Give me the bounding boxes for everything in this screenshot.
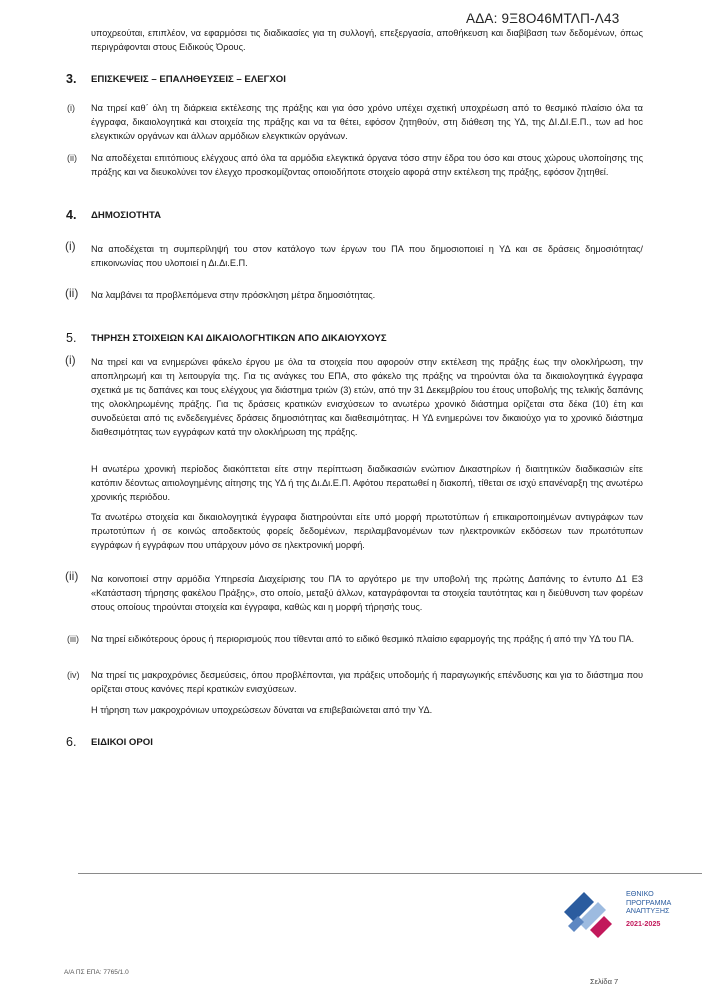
item-marker: (i)	[65, 239, 76, 253]
item-text: Να αποδέχεται επιτόπιους ελέγχους από όλα τα αρμόδια ελεγκτικά όργανα τόσο στην έδρα του όσο και στους χώρους υλοποίησης της πράξης και να διευκολύνει τον έλεγχο προσκομίζοντας οποιοδήποτε στοιχείο αφορά στην εκτέλεση της πράξης, εφόσον ζητηθεί.	[91, 153, 643, 177]
logo-line: ΑΝΑΠΤΥΞΗΣ	[626, 906, 670, 916]
item-continuation: Η ανωτέρω χρονική περίοδος διακόπτεται είτε στην περίπτωση διαδικασιών ενώπιον Δικαστηρίων ή διαιτητικών διαδικασιών είτε κατόπιν δέοντως αιτιολογημένης αίτησης της ΥΔ ή της Δι.Δι.Ε.Π. Αφότου περατωθεί η διακοπή, τίθεται σε ισχύ επανέναρξη της ανωτέρω χρονικής περιόδου.	[91, 464, 643, 502]
item-text: Να αποδέχεται τη συμπερίληψή του στον κατάλογο των έργων του ΠΑ που δημοσιοποιεί η ΥΔ και σε δράσεις δημοσιότητας/επικοινωνίας που υλοποιεί η Δι.Δι.Ε.Π.	[91, 244, 643, 268]
section-title: ΤΗΡΗΣΗ ΣΤΟΙΧΕΙΩΝ ΚΑΙ ΔΙΚΑΙΟΛΟΓΗΤΙΚΩΝ ΑΠΟ ΔΙΚΑΙΟΥΧΟΥΣ	[91, 333, 387, 344]
item-marker: (ii)	[65, 569, 79, 583]
section-number: 4.	[66, 208, 77, 222]
logo-years: 2021-2025	[626, 918, 661, 928]
item-continuation: Τα ανωτέρω στοιχεία και δικαιολογητικά έγγραφα διατηρούνται είτε υπό μορφή πρωτοτύπων ή επικαιροποιημένων αντιγράφων των πρωτοτύπων ή σε κοινώς αποδεκτούς φορείς δεδομένων, περιλαμβανομένων των ηλεκτρονικών εκδόσεων των πρωτότυπων εγγράφων ή εγγράφων που υπάρχουν μόνο σε ηλεκτρονική μορφή.	[91, 512, 643, 550]
item-text: Να τηρεί τις μακροχρόνιες δεσμεύσεις, όπου προβλέπονται, για πράξεις υποδομής ή παραγωγικής επένδυσης και για το διάστημα που ορίζεται στους κανόνες περί κρατικών ενισχύσεων.	[91, 670, 643, 694]
section-number: 3.	[66, 72, 77, 86]
item-marker: (i)	[65, 353, 76, 367]
item-marker: (iv)	[67, 670, 80, 680]
section-title: ΕΙΔΙΚΟΙ ΟΡΟΙ	[91, 737, 153, 748]
item-marker: (ii)	[65, 286, 79, 300]
section-number: 6.	[66, 735, 77, 749]
intro-paragraph: υποχρεούται, επιπλέον, να εφαρμόσει τις διαδικασίες για τη συλλογή, επεξεργασία, αποθήκευση και διαβίβαση των δεδομένων, όπως περιγράφονται στους Ειδικούς Όρους.	[91, 28, 643, 52]
program-logo-icon	[560, 886, 626, 938]
item-text: Να τηρεί ειδικότερους όρους ή περιορισμούς που τίθενται από το ειδικό θεσμικό πλαίσιο εφαρμογής της πράξης ή από την ΥΔ του ΠΑ.	[91, 634, 635, 644]
item-text: Να κοινοποιεί στην αρμόδια Υπηρεσία Διαχείρισης του ΠΑ το αργότερο με την υποβολή της πρώτης Δαπάνης το έντυπο Δ1 Ε3 «Κατάσταση τήρησης φακέλου Πράξης», στο οποίο, μεταξύ άλλων, καταγράφονται τα στοιχεία ταυτότητας και η διεύθυνση των φορέων στους οποίους τηρούνται στοιχεία και έγγραφα, καθώς και η μορφή τήρησής τους.	[91, 574, 643, 612]
item-text: Να τηρεί καθ΄ όλη τη διάρκεια εκτέλεσης της πράξης και για όσο χρόνο υπέχει σχετική υποχρέωση από το θεσμικό πλαίσιο όλα τα έγγραφα, δικαιολογητικά και στοιχεία της πράξης και να τα θέτει, εφόσον ζητηθούν, στη διάθεση της ΥΔ, της ΔΙ.ΔΙ.Ε.Π., των ad hoc ελεγκτικών οργάνων και άλλων αρμόδιων ελεγκτικών οργάνων.	[91, 103, 643, 141]
program-logo-text	[626, 890, 671, 928]
item-marker: (ii)	[67, 153, 77, 163]
footer-divider	[78, 873, 702, 874]
section-title: ΕΠΙΣΚΕΨΕΙΣ – ΕΠΑΛΗΘΕΥΣΕΙΣ – ΕΛΕΓΧΟΙ	[91, 74, 286, 85]
page-number: Σελίδα 7	[590, 977, 619, 986]
item-text: Να τηρεί και να ενημερώνει φάκελο έργου με όλα τα στοιχεία που αφορούν στην εκτέλεση της πράξης έως την ολοκλήρωση, την αποπληρωμή και τη λειτουργία της. Για τις ανάγκες του ΕΠΑ, στο φάκελο της πράξης να τηρούνται όλα τα δικαιολογητικά έγγραφα σχετικά με τις δαπάνες και τους ελέγχους για διάστημα τριών (3) ετών, από την 31 Δεκεμβρίου του έτους υποβολής της τελικής δαπάνης της ολοκληρωμένης πράξης. Για τις δράσεις κρατικών ενισχύσεων το ανωτέρω χρονικό διάστημα ορίζεται στα δέκα (10) έτη και συνοδεύεται από τις ενδεδειγμένες δράσεις δημοσιότητας και διαθεσιμότητας. Η ΥΔ ενημερώνει τον δικαιούχο για το χρονικό διάστημα διαθεσιμότητας των εγγράφων κατά την ολοκλήρωση της πράξης.	[91, 357, 643, 437]
section-number: 5.	[66, 331, 77, 345]
item-text: Να λαμβάνει τα προβλεπόμενα στην πρόσκληση μέτρα δημοσιότητας.	[91, 290, 376, 300]
item-marker: (i)	[67, 103, 75, 113]
logo-line: ΠΡΟΓΡΑΜΜΑ	[626, 897, 672, 907]
document-reference: Α/Α ΠΣ ΕΠΑ: 7765/1.0	[64, 969, 129, 976]
section-title: ΔΗΜΟΣΙΟΤΗΤΑ	[91, 210, 162, 221]
item-continuation: Η τήρηση των μακροχρόνιων υποχρεώσεων δύναται να επιβεβαιώνεται από την ΥΔ.	[91, 705, 433, 715]
item-marker: (iii)	[67, 634, 79, 644]
ada-code: ΑΔΑ: 9Ξ8Ο46ΜΤΛΠ-Λ43	[466, 11, 620, 26]
logo-line: ΕΘΝΙΚΟ	[626, 889, 654, 898]
